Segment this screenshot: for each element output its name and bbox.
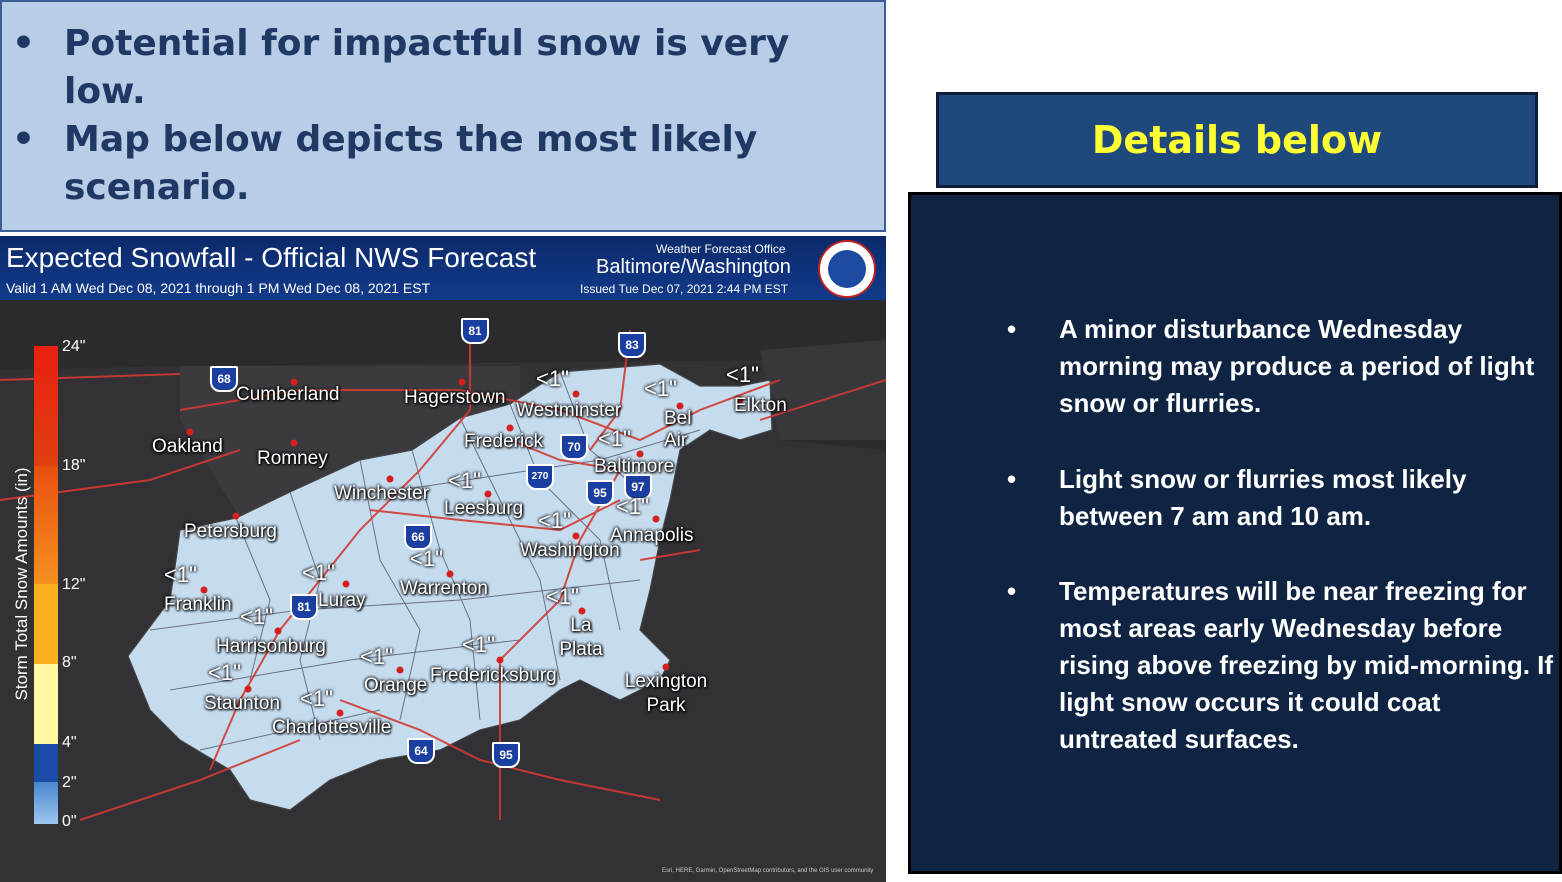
- city-label: Washington: [520, 540, 620, 561]
- city-label: Charlottesville: [272, 717, 392, 738]
- city-label: Cumberland: [236, 384, 340, 405]
- details-text: Light snow or flurries most likely between 7 am and 10 am.: [1059, 464, 1467, 531]
- snow-amount-label: <1": [726, 362, 759, 387]
- map-valid-period: Valid 1 AM Wed Dec 08, 2021 through 1 PM Wed Dec 08, 2021 EST: [6, 280, 431, 296]
- legend-tick: 12": [62, 576, 86, 593]
- map-attribution: Esri, HERE, Garmin, OpenStreetMap contributors, and the GIS user community: [662, 868, 874, 874]
- highway-shield-icon: 70: [560, 434, 588, 460]
- snow-amount-label: <1": [644, 376, 677, 401]
- legend-tick: 8": [62, 654, 77, 671]
- city-label: Staunton: [204, 693, 281, 714]
- city-label: Oakland: [152, 436, 223, 457]
- snow-amount-label: <1": [616, 494, 649, 519]
- snow-amount-label: <1": [300, 686, 333, 711]
- legend-tick: 18": [62, 457, 86, 474]
- city-label: Annapolis: [610, 525, 694, 546]
- nws-logo-icon: [818, 240, 876, 298]
- snow-amount-label: <1": [546, 584, 579, 609]
- highway-shield-icon: 83: [618, 332, 646, 358]
- details-text: A minor disturbance Wednesday morning may produce a period of light snow or flurries.: [1059, 314, 1535, 418]
- legend-title: Storm Total Snow Amounts (in): [12, 467, 31, 701]
- snow-legend: [34, 346, 58, 824]
- snow-amount-label: <1": [598, 426, 631, 451]
- snow-amount-label: <1": [538, 508, 571, 533]
- bullet-icon: •: [1007, 464, 1017, 494]
- snow-amount-label: <1": [462, 632, 495, 657]
- highway-shield-icon: 68: [210, 366, 238, 392]
- legend-tick: 24": [62, 338, 86, 355]
- city-label: Romney: [257, 448, 328, 469]
- snow-amount-label: <1": [208, 660, 241, 685]
- summary-box: [0, 0, 886, 232]
- details-panel: [908, 192, 1562, 874]
- snow-amount-label: <1": [410, 546, 443, 571]
- snow-amount-label: <1": [164, 562, 197, 587]
- city-label: La Plata: [559, 615, 603, 660]
- legend-tick: 4": [62, 734, 77, 751]
- bullet-icon: •: [1007, 576, 1017, 606]
- office-label: Weather Forecast Office: [656, 242, 786, 256]
- snow-amount-label: <1": [448, 468, 481, 493]
- city-label: Hagerstown: [404, 387, 506, 408]
- highway-shield-icon: 95: [586, 480, 614, 506]
- city-label: Lexington Park: [624, 671, 708, 716]
- summary-text: Potential for impactful snow is very low.: [64, 23, 790, 112]
- office-name: Baltimore/Washington: [596, 256, 791, 278]
- legend-tick: 2": [62, 774, 77, 791]
- city-label: Westminster: [516, 400, 622, 421]
- city-label: Franklin: [164, 594, 232, 615]
- city-label: Leesburg: [444, 498, 524, 519]
- city-label: Orange: [364, 675, 428, 696]
- bullet-icon: •: [1007, 314, 1017, 344]
- bullet-icon: •: [12, 119, 36, 160]
- city-label: Harrisonburg: [216, 636, 326, 657]
- city-label: Luray: [318, 590, 366, 611]
- city-label: Bel Air: [664, 408, 692, 451]
- bullet-icon: •: [12, 23, 36, 64]
- highway-shield-icon: 95: [492, 742, 520, 768]
- issued-time: Issued Tue Dec 07, 2021 2:44 PM EST: [580, 282, 789, 296]
- city-label: Fredericksburg: [430, 665, 557, 686]
- city-label: Frederick: [464, 431, 544, 452]
- city-label: Winchester: [334, 483, 430, 504]
- highway-shield-icon: 81: [461, 318, 489, 344]
- city-label: Warrenton: [400, 578, 488, 599]
- highway-shield-icon: 270: [526, 464, 554, 490]
- highway-shield-icon: 66: [404, 524, 432, 550]
- highway-shield-icon: 81: [290, 594, 318, 620]
- map-title: Expected Snowfall - Official NWS Forecast: [6, 242, 537, 273]
- highway-shield-icon: 64: [407, 738, 435, 764]
- city-label: Petersburg: [184, 521, 277, 542]
- snow-amount-label: <1": [240, 604, 273, 629]
- city-label: Baltimore: [594, 456, 675, 477]
- snow-amount-label: <1": [360, 644, 393, 669]
- highway-shield-icon: 97: [624, 474, 652, 500]
- legend-tick: 0": [62, 813, 77, 830]
- snowfall-map: [0, 236, 886, 882]
- city-label: Elkton: [734, 395, 787, 416]
- map-header: [0, 236, 886, 300]
- details-text: Temperatures will be near freezing for most areas early Wednesday before rising above freezing by mid-morning. If light snow occurs it could coat untreated surfaces.: [1059, 576, 1554, 754]
- summary-text: Map below depicts the most likely scenario.: [64, 119, 758, 208]
- snow-amount-label: <1": [536, 366, 569, 391]
- snow-amount-label: <1": [302, 560, 335, 585]
- details-banner: Details below: [936, 92, 1538, 188]
